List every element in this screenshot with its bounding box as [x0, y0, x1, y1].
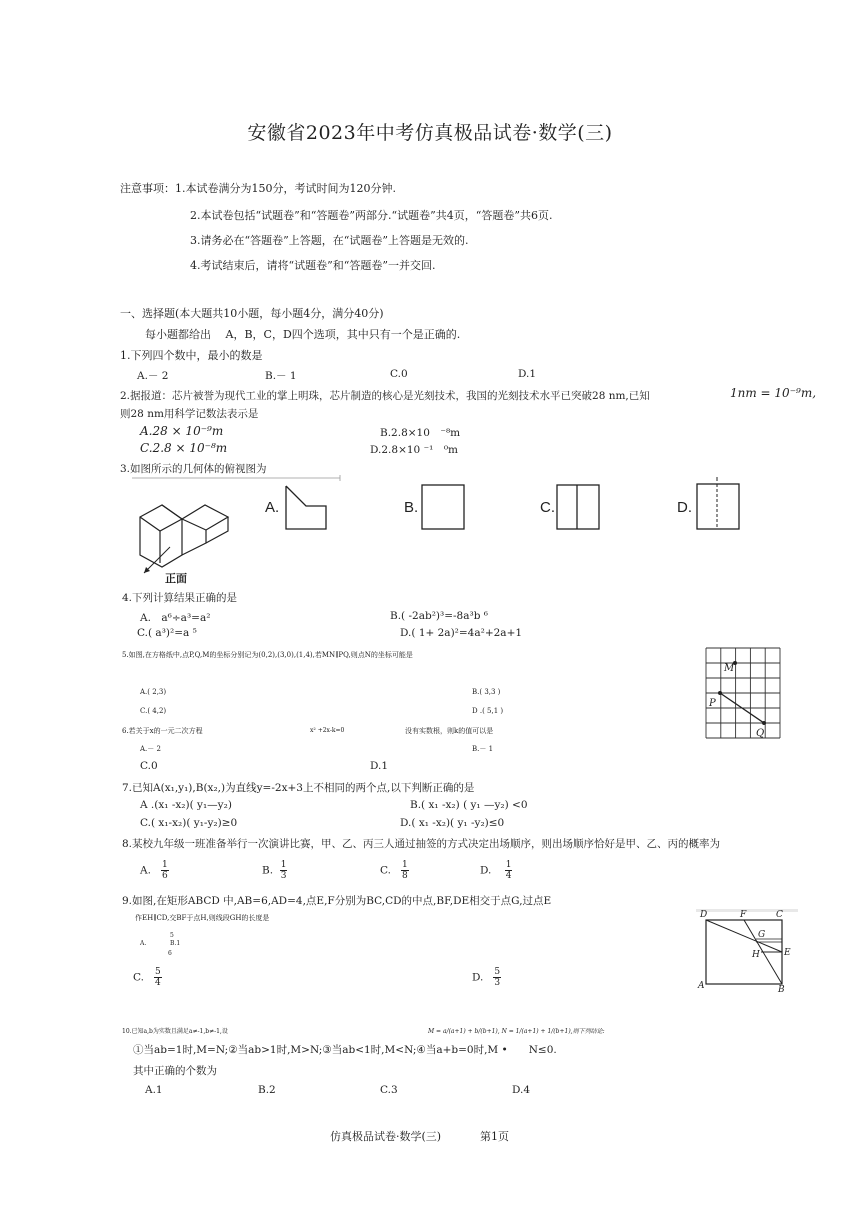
q3-option-a-label: A. — [265, 499, 280, 516]
q8-option-d-fraction: $\frac{1}{4}$ — [505, 860, 512, 881]
q5-option-c: C.( 4,2) — [140, 707, 167, 715]
q3-option-d-shape — [695, 476, 743, 532]
q4-option-a: A. a⁶÷a³=a² — [140, 612, 211, 624]
q1-option-a: A.－ 2 — [137, 370, 169, 382]
q7-option-d: D.( x₁ -x₂)( y₁ -y₂)≤0 — [400, 817, 505, 829]
footer-page: 第1页 — [480, 1130, 509, 1143]
q2-unit: 1nm = 10⁻⁹m, — [730, 386, 817, 400]
q10-question: 其中正确的个数为 — [133, 1065, 217, 1077]
q7-option-a: A .(x₁ -x₂)( y₁—y₂) — [140, 799, 232, 811]
footer-title: 仿真极品试卷·数学(三) — [330, 1130, 442, 1143]
q5-grid-figure — [704, 645, 784, 741]
q10-stem: 10.已知a,b为实数且满足a≠-1,b≠-1,设 — [122, 1028, 228, 1035]
q9-option-c — [133, 967, 162, 988]
q9-label-a: A — [698, 981, 705, 991]
notice-item: 2.本试卷包括“试题卷”和“答题卷”两部分.“试题卷”共4页，“答题卷”共6页. — [190, 209, 553, 222]
q9-label-h: H — [752, 950, 760, 960]
q2-option-a: A.28 × 10⁻⁹m — [140, 424, 224, 438]
q5-label-q: Q — [756, 728, 765, 739]
q3-option-b-label: B. — [404, 499, 419, 516]
q7-option-b: B.( x₁ -x₂) ( y₁ —y₂) <0 — [410, 799, 528, 811]
q1-option-c: C.0 — [390, 368, 408, 380]
q9-option-d-fraction: $\frac{5}{3}$ — [494, 967, 501, 988]
q5-option-a: A.( 2,3) — [140, 688, 167, 696]
q2-option-c: C.2.8 × 10⁻⁸m — [140, 441, 228, 455]
q10-option-d: D.4 — [512, 1084, 531, 1096]
q5-option-b: B.( 3,3 ) — [472, 688, 501, 696]
q8-option-b-letter: B. — [262, 864, 274, 877]
q9-label-f: F — [740, 910, 747, 920]
section-heading: 一、选择题(本大题共10小题，每小题4分，满分40分) — [120, 307, 384, 320]
q9-option-d-letter: D. — [472, 971, 484, 984]
q2-option-d: D.2.8×10 ⁻¹ ⁰m — [370, 444, 458, 456]
notice-item: 3.请务必在“答题卷”上答题，在“试题卷”上答题是无效的. — [190, 234, 469, 247]
q1-stem: 1.下列四个数中，最小的数是 — [120, 349, 263, 362]
q6-tail: 没有实数根，则k的值可以是 — [405, 727, 494, 735]
q10-option-a: A.1 — [145, 1084, 163, 1096]
q6-equation: x² +2x-k=0 — [310, 727, 345, 734]
q8-option-d — [480, 860, 512, 881]
notice-item: 4.考试结束后，请将“试题卷”和“答题卷”一并交回. — [190, 259, 436, 272]
notice-heading: 注意事项：1.本试卷满分为150分，考试时间为120分钟. — [120, 182, 396, 195]
q9-rectangle-figure — [696, 906, 800, 998]
q9-stem2: 作EH∥CD,交BF于点H,则线段GH的长度是 — [135, 914, 270, 922]
q10-formula: M = a/(a+1) + b/(b+1), N = 1/(a+1) + 1/(b+1),则下列结论: — [428, 1028, 605, 1035]
q3-option-c-shape — [555, 483, 603, 531]
q8-option-a-fraction: $\frac{1}{6}$ — [161, 860, 168, 881]
q5-label-p: P — [709, 698, 716, 709]
q8-option-a — [140, 860, 169, 881]
q9-label-c: C — [776, 910, 783, 920]
q9-label-b: B — [778, 985, 785, 995]
q4-option-d: D.( 1+ 2a)²=4a²+2a+1 — [400, 627, 523, 639]
q2-stem: 2.据报道：芯片被誉为现代工业的掌上明珠，芯片制造的核心是光刻技术，我国的光刻技术水平已突破28 nm,已知 — [120, 390, 650, 402]
q3-option-b-shape — [420, 483, 468, 531]
q4-option-b: B.( -2ab²)³=-8a³b ⁶ — [390, 610, 488, 622]
q10-option-c: C.3 — [380, 1084, 398, 1096]
q9-option-c-fraction: $\frac{5}{4}$ — [155, 967, 161, 988]
q5-option-d: D .( 5,1 ) — [472, 707, 504, 715]
q9-option-a-letter: A. — [140, 940, 147, 947]
q10-conditions: ①当ab=1时,M=N;②当ab>1时,M>N;③当ab<1时,M<N;④当a+b=0时,M • N≤0. — [133, 1044, 557, 1056]
q3-front-label: 正面 — [165, 572, 187, 585]
q8-option-d-letter: D. — [480, 864, 492, 877]
q6-option-a: A.－ 2 — [140, 745, 161, 753]
q1-option-b: B.－ 1 — [265, 370, 297, 382]
q8-option-b — [262, 860, 287, 881]
q8-option-c — [380, 860, 409, 881]
q7-stem: 7.已知A(x₁,y₁),B(x₂,)为直线y=-2x+3上不相同的两个点,以下判断正确的是 — [122, 782, 475, 794]
q8-option-c-letter: C. — [380, 864, 391, 877]
q3-stem: 3.如图所示的几何体的俯视图为 — [120, 463, 267, 475]
q2-stem2: 则28 nm用科学记数法表示是 — [120, 408, 259, 420]
q9-option-c-letter: C. — [133, 971, 144, 984]
q9-option-a-num: 5 — [170, 932, 174, 939]
q1-option-d: D.1 — [518, 368, 537, 380]
q6-option-c: C.0 — [140, 760, 158, 772]
q2-option-b: B.2.8×10 ⁻⁸m — [380, 427, 461, 439]
q4-option-c: C.( a³)²=a ⁵ — [137, 627, 197, 639]
q9-label-g: G — [758, 930, 766, 940]
q9-label-e: E — [784, 948, 791, 958]
section-instruction: 每小题都给出 A，B，C，D四个选项，其中只有一个是正确的. — [145, 328, 461, 341]
q5-stem: 5.如图,在方格纸中,点P,Q,M的坐标分别记为(0,2),(3,0),(1,4),若MN∥PQ,则点N的坐标可能是 — [122, 651, 413, 659]
q9-option-b: B.1 — [170, 940, 181, 947]
q9-label-d: D — [700, 910, 708, 920]
q6-option-d: D.1 — [370, 760, 389, 772]
q8-stem: 8.某校九年级一班准备举行一次演讲比赛，甲、乙、丙三人通过抽签的方式决定出场顺序，则出场顺序恰好是甲、乙、丙的概率为 — [122, 838, 721, 850]
q8-option-b-fraction: $\frac{1}{3}$ — [280, 860, 287, 881]
q4-stem: 4.下列计算结果正确的是 — [122, 592, 238, 604]
q9-option-d — [472, 967, 501, 988]
q9-option-a-den: 6 — [168, 950, 172, 957]
q3-option-d-label: D. — [677, 499, 692, 516]
q9-stem: 9.如图,在矩形ABCD 中,AB=6,AD=4,点E,F分别为BC,CD的中点,BF,DE相交于点G,过点E — [122, 895, 552, 907]
q3-option-c-label: C. — [540, 499, 555, 516]
q7-option-c: C.( x₁-x₂)( y₁-y₂)≥0 — [140, 817, 238, 829]
q6-option-b: B.－ 1 — [472, 745, 494, 753]
page-title: 安徽省2023年中考仿真极品试卷·数学(三) — [247, 122, 613, 144]
q3-option-a-shape — [284, 484, 334, 534]
q10-option-b: B.2 — [258, 1084, 276, 1096]
q5-label-m: M — [724, 663, 735, 674]
q8-option-c-fraction: $\frac{1}{8}$ — [402, 860, 408, 881]
q6-stem: 6.若关于x的一元二次方程 — [122, 727, 203, 735]
q8-option-a-letter: A. — [140, 864, 151, 877]
